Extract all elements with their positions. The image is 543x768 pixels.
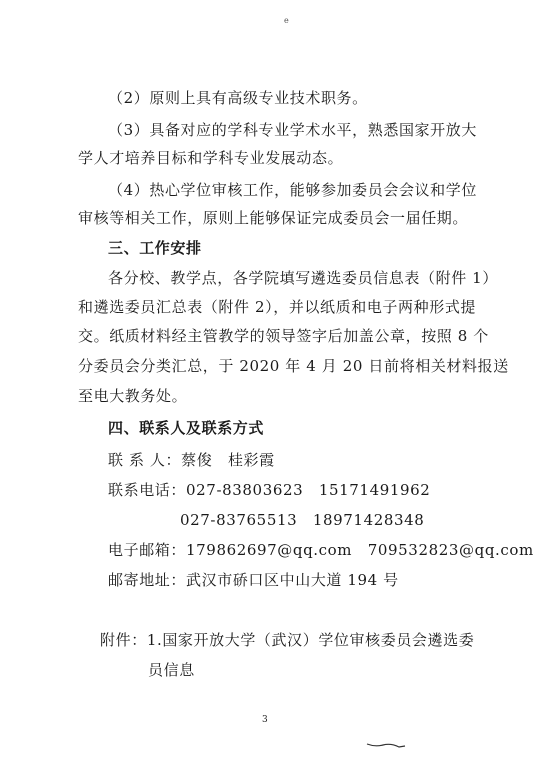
phone-value-1: 027-83803623 15171491962 xyxy=(186,481,431,499)
pen-scribble-mark xyxy=(365,738,407,750)
item-4-line-1: （4）热心学位审核工作，能够参加委员会会议和学位 xyxy=(108,181,477,199)
phone-label: 联系电话： xyxy=(108,481,187,499)
email-label: 电子邮箱： xyxy=(108,541,187,559)
item-3-line-1: （3）具备对应的学科专业学术水平，熟悉国家开放大 xyxy=(108,121,477,139)
attachment-item-line-1: 1.国家开放大学（武汉）学位审核委员会遴选委 xyxy=(146,631,475,649)
section-4-heading: 四、联系人及联系方式 xyxy=(108,419,265,437)
section-3-para-line-3: 交。纸质材料经主管教学的领导签字后加盖公章，按照 8 个 xyxy=(78,327,489,345)
section-3-para-line-2: 和遴选委员汇总表（附件 2），并以纸质和电子两种形式提 xyxy=(78,298,477,316)
email-value: 179862697@qq.com 709532823@qq.com xyxy=(186,541,534,559)
scan-mark: e xyxy=(284,16,289,25)
item-4-line-2: 审核等相关工作，原则上能够保证完成委员会一届任期。 xyxy=(78,209,469,227)
item-3-line-2: 学人才培养目标和学科专业发展动态。 xyxy=(78,149,344,167)
contact-row xyxy=(108,450,275,470)
attachment-label: 附件： xyxy=(100,631,147,649)
section-3-para-line-5: 至电大教务处。 xyxy=(78,387,188,405)
email-row xyxy=(108,540,534,560)
section-3-heading: 三、工作安排 xyxy=(108,239,202,257)
phone-value-2: 027-83765513 18971428348 xyxy=(180,511,425,529)
address-value: 武汉市硚口区中山大道 194 号 xyxy=(186,571,399,589)
contact-value: 蔡俊 桂彩霞 xyxy=(181,451,275,469)
phone-row xyxy=(108,480,430,500)
section-3-para-line-1: 各分校、教学点，各学院填写遴选委员信息表（附件 1） xyxy=(108,269,498,287)
contact-label: 联 系 人： xyxy=(108,451,182,469)
section-3-para-line-4: 分委员会分类汇总，于 2020 年 4 月 20 日前将相关材料报送 xyxy=(78,357,509,375)
address-label: 邮寄地址： xyxy=(108,571,187,589)
attachment-item-line-2: 员信息 xyxy=(148,661,195,679)
address-row xyxy=(108,570,399,590)
attachment-row xyxy=(100,630,474,650)
item-2: （2）原则上具有高级专业技术职务。 xyxy=(108,89,368,107)
page-number: 3 xyxy=(262,715,268,725)
